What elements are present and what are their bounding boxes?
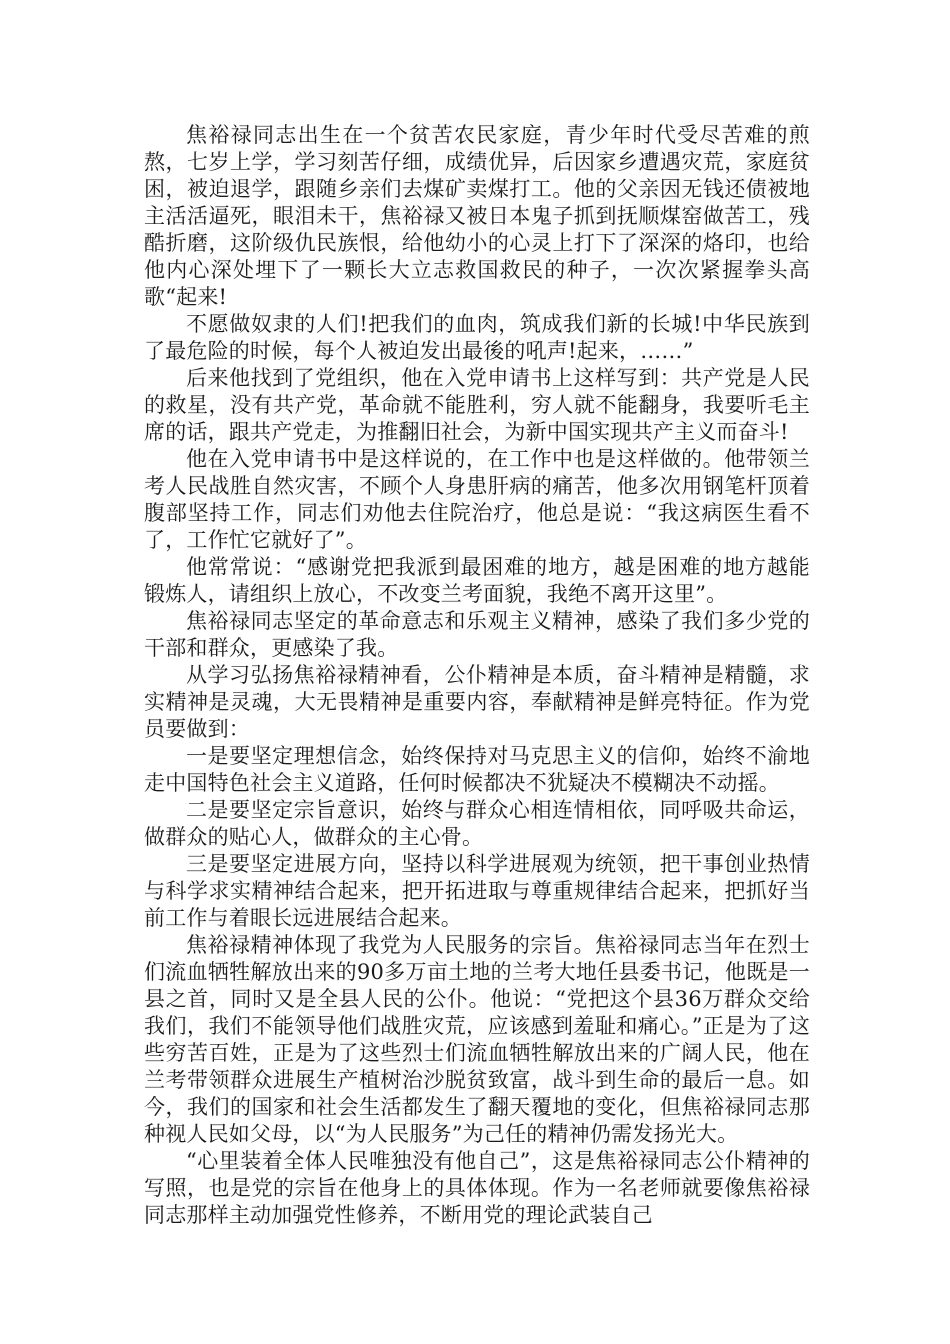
paragraph-3: 后来他找到了党组织，他在入党申请书上这样写到：共产党是人民的救星，没有共产党，革命就不能胜利，穷人就不能翻身，我要听毛主席的话，跟共产党走，为推翻旧社会，为新中国实现共产主义而奋斗!: [144, 366, 810, 444]
paragraph-5: 他常常说：“感谢党把我派到最困难的地方，越是困难的地方越能锻炼人，请组织上放心，不改变兰考面貌，我绝不离开这里”。: [144, 555, 810, 606]
paragraph-2: 不愿做奴隶的人们!把我们的血肉，筑成我们新的长城!中华民族到了最危险的时候，每个人被迫发出最後的吼声!起来，……”: [144, 312, 810, 363]
paragraph-9: 二是要坚定宗旨意识，始终与群众心相连情相依，同呼吸共命运，做群众的贴心人，做群众的主心骨。: [144, 798, 810, 849]
paragraph-6: 焦裕禄同志坚定的革命意志和乐观主义精神，感染了我们多少党的干部和群众，更感染了我。: [144, 609, 810, 660]
paragraph-4: 他在入党申请书中是这样说的，在工作中也是这样做的。他带领兰考人民战胜自然灾害，不顾个人身患肝病的痛苦，他多次用钢笔杆顶着腹部坚持工作，同志们劝他去住院治疗，他总是说：“我这病医生看不了，工作忙它就好了”。: [144, 447, 810, 552]
paragraph-7: 从学习弘扬焦裕禄精神看，公仆精神是本质，奋斗精神是精髓，求实精神是灵魂，大无畏精神是重要内容，奉献精神是鲜亮特征。作为党员要做到：: [144, 663, 810, 741]
paragraph-10: 三是要坚定进展方向，坚持以科学进展观为统领，把干事创业热情与科学求实精神结合起来，把开拓进取与尊重规律结合起来，把抓好当前工作与着眼长远进展结合起来。: [144, 852, 810, 930]
paragraph-8: 一是要坚定理想信念，始终保持对马克思主义的信仰，始终不渝地走中国特色社会主义道路，任何时候都决不犹疑决不模糊决不动摇。: [144, 744, 810, 795]
document-body: [144, 122, 810, 1229]
paragraph-12: “心里装着全体人民唯独没有他自己”，这是焦裕禄同志公仆精神的写照，也是党的宗旨在他身上的具体体现。作为一名老师就要像焦裕禄同志那样主动加强党性修养，不断用党的理论武装自己: [144, 1149, 810, 1227]
paragraph-11: 焦裕禄精神体现了我党为人民服务的宗旨。焦裕禄同志当年在烈士们流血牺牲解放出来的90多万亩土地的兰考大地任县委书记，他既是一县之首，同时又是全县人民的公仆。他说：“党把这个县36万群众交给我们，我们不能领导他们战胜灾荒，应该感到羞耻和痛心。”正是为了这些穷苦百姓，正是为了这些烈士们流血牺牲解放出来的广阔人民，他在兰考带领群众进展生产植树治沙脱贫致富，战斗到生命的最后一息。如今，我们的国家和社会生活都发生了翻天覆地的变化，但焦裕禄同志那种视人民如父母，以“为人民服务”为己任的精神仍需发扬光大。: [144, 933, 810, 1146]
paragraph-1: 焦裕禄同志出生在一个贫苦农民家庭，青少年时代受尽苦难的煎熬，七岁上学，学习刻苦仔细，成绩优异，后因家乡遭遇灾荒，家庭贫困，被迫退学，跟随乡亲们去煤矿卖煤打工。他的父亲因无钱还债被地主活活逼死，眼泪未干，焦裕禄又被日本鬼子抓到抚顺煤窑做苦工，残酷折磨，这阶级仇民族恨，给他幼小的心灵上打下了深深的烙印，也给他内心深处埋下了一颗长大立志救国救民的种子，一次次紧握拳头高歌“起来!: [144, 123, 810, 309]
